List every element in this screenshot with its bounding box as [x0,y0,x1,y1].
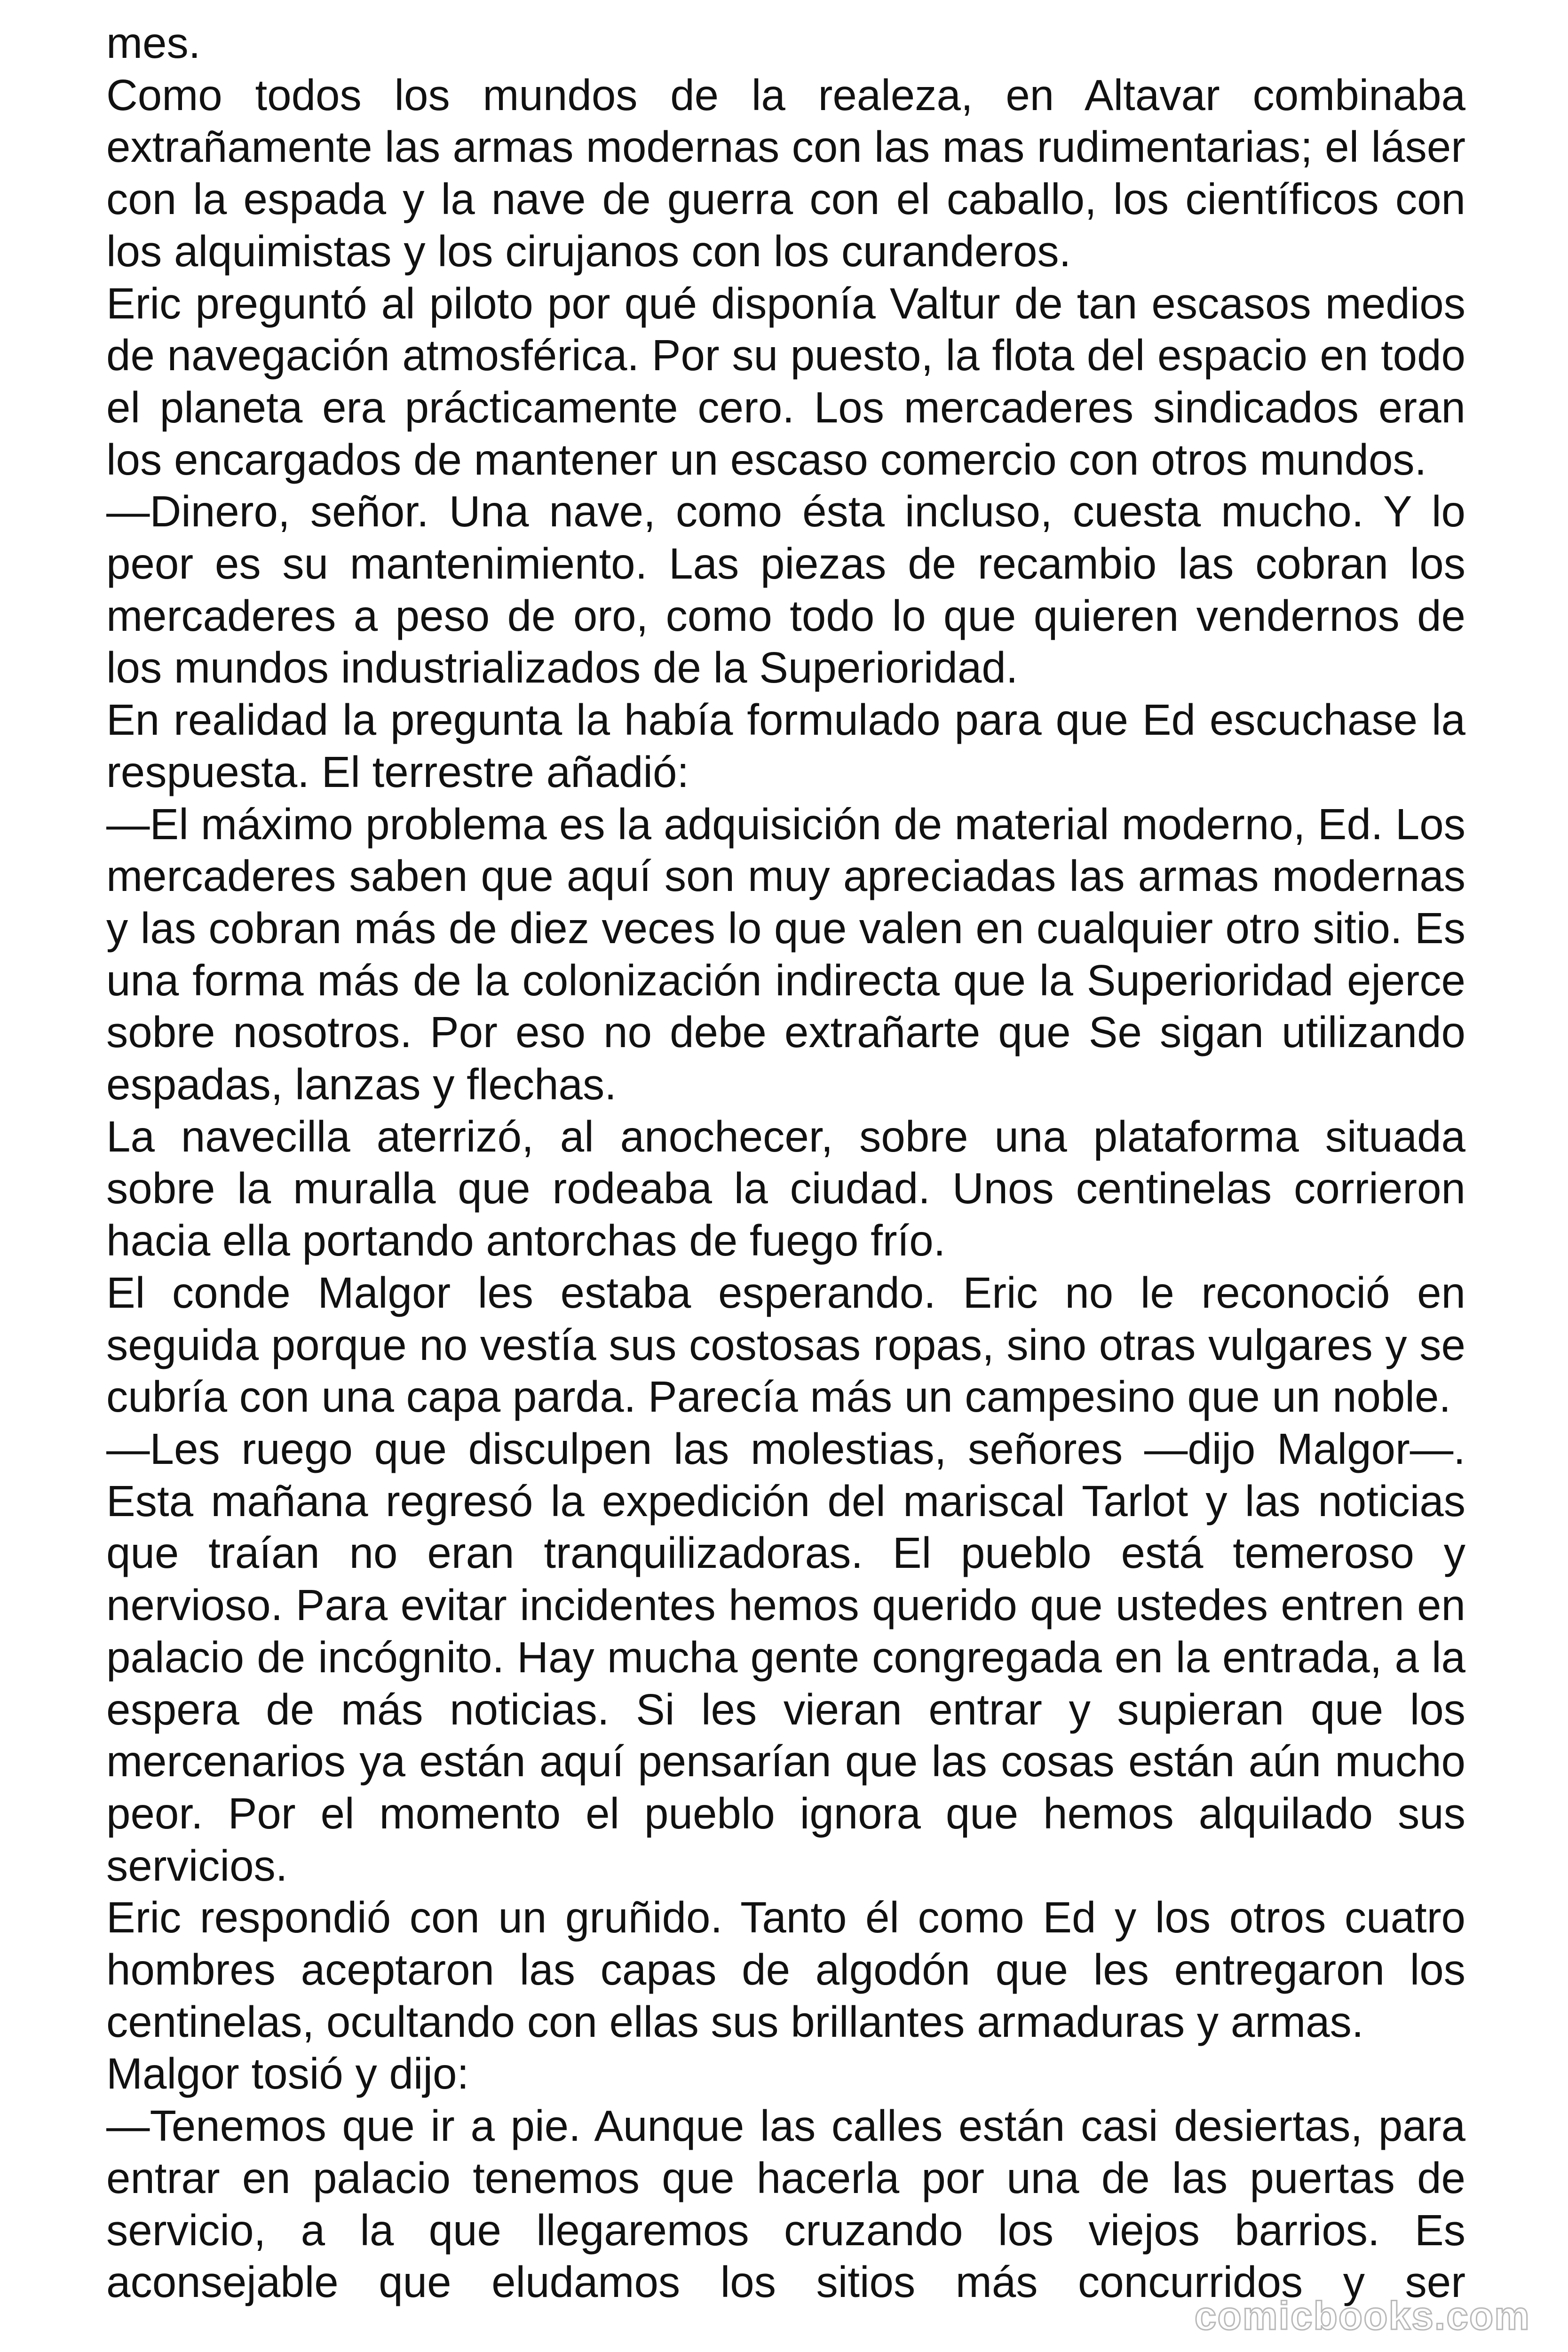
paragraph: —Dinero, señor. Una nave, como ésta incluso, cuesta mucho. Y lo peor es su mantenimiento. Las piezas de recambio las cobran los mercaderes a peso de oro, como todo lo que quieren vendernos de los mundos industrializados de la Superioridad. [106,487,1465,692]
paragraph: Como todos los mundos de la realeza, en Altavar combinaba extrañamente las armas modernas con las mas rudimentarias; el láser con la espada y la nave de guerra con el caballo, los científicos con los alquimistas y los cirujanos con los curanderos. [106,70,1465,276]
paragraph: —El máximo problema es la adquisición de material moderno, Ed. Los mercaderes saben que aquí son muy apreciadas las armas modernas y las cobran más de diez veces lo que valen en cualquier otro sitio. Es una forma más de la colonización indirecta que la Superioridad ejerce sobre nosotros. Por eso no debe extrañarte que Se sigan utilizando espadas, lanzas y flechas. [106,799,1465,1109]
paragraph: Eric preguntó al piloto por qué disponía Valtur de tan escasos medios de navegación atmosférica. Por su puesto, la flota del espacio en todo el planeta era prácticamente cero. Los mercaderes sindicados eran los encargados de mantener un escaso comercio con otros mundos. [106,278,1465,484]
paragraph: En realidad la pregunta la había formulado para que Ed escuchase la respuesta. El terrestre añadió: [106,695,1465,796]
paragraph: La navecilla aterrizó, al anochecer, sobre una plataforma situada sobre la muralla que rodeaba la ciudad. Unos centinelas corrieron hacia ella portando antorchas de fuego frío. [106,1112,1465,1265]
document-page [106,17,1465,2308]
paragraph: Eric respondió con un gruñido. Tanto él como Ed y los otros cuatro hombres aceptaron las capas de algodón que les entregaron los centinelas, ocultando con ellas sus brillantes armaduras y armas. [106,1893,1465,2046]
paragraph: Malgor tosió y dijo: [106,2049,469,2098]
paragraph: —Tenemos que ir a pie. Aunque las calles están casi desiertas, para entrar en palacio tenemos que hacerla por una de las puertas de servicio, a la que llegaremos cruzando los viejos barrios. Es aconsejable que eludamos los sitios más concurridos y ser [106,2101,1465,2307]
paragraph: —Les ruego que disculpen las molestias, señores —dijo Malgor—. Esta mañana regresó la expedición del mariscal Tarlot y las noticias que traían no eran tranquilizadoras. El pueblo está temeroso y nervioso. Para evitar incidentes hemos querido que ustedes entren en palacio de incógnito. Hay mucha gente congregada en la entrada, a la espera de más noticias. Si les vieran entrar y supieran que los mercenarios ya están aquí pensarían que las cosas están aún mucho peor. Por el momento el pueblo ignora que hemos alquilado sus servicios. [106,1424,1465,1890]
paragraph: mes. [106,18,201,67]
paragraph: El conde Malgor les estaba esperando. Eric no le reconoció en seguida porque no vestía sus costosas ropas, sino otras vulgares y se cubría con una capa parda. Parecía más un campesino que un noble. [106,1268,1465,1422]
watermark-logo: comicbooks.com [1194,2294,1530,2338]
